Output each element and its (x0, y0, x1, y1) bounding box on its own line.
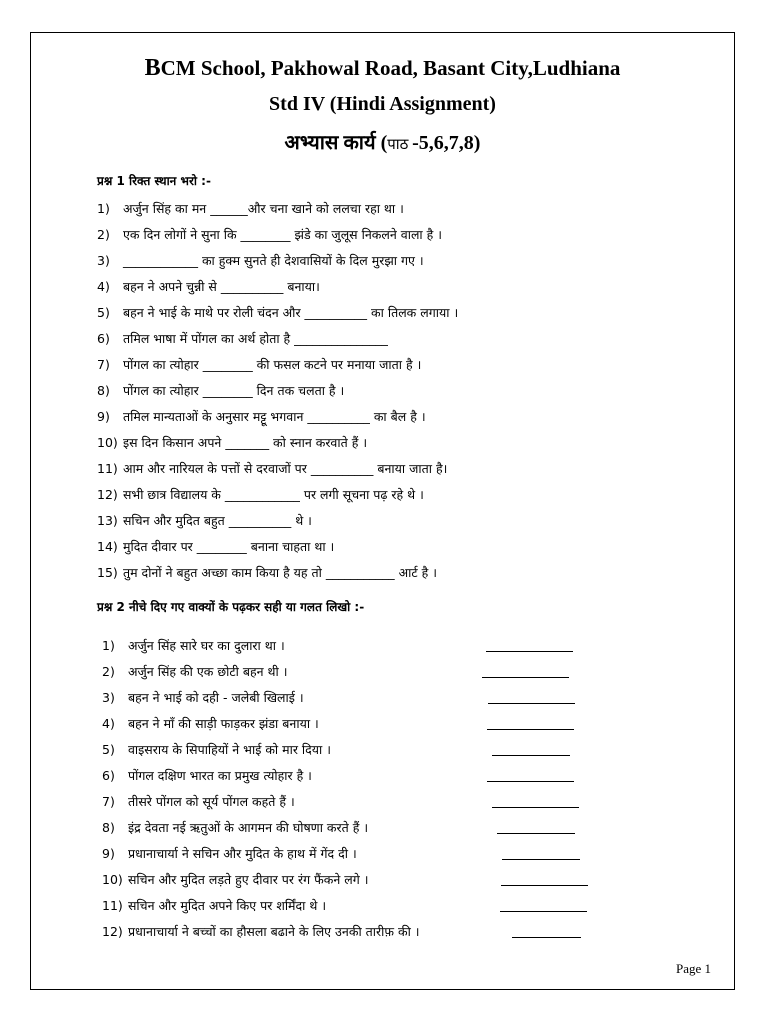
title-lesson-numbers: -5,6,7,8) (412, 132, 481, 154)
class-subject-line: Std IV (Hindi Assignment) (269, 93, 496, 115)
true-false-item (102, 741, 331, 758)
item-text: तमिल भाषा में पोंगल का अर्थ होता है _______________ (122, 331, 388, 346)
item-number: 3) (97, 253, 110, 268)
item-text: सचिन और मुदित लड़ते हुए दीवार पर रंग फैंकने लगे । (127, 872, 369, 887)
item-number: 15) (97, 565, 118, 580)
true-false-item (102, 767, 312, 784)
item-text: इस दिन किसान अपने _______ को स्नान करवाते हैं । (122, 435, 368, 450)
item-number: 10) (97, 435, 118, 450)
item-text: वाइसराय के सिपाहियों ने भाई को मार दिया । (127, 742, 331, 757)
true-false-item (102, 689, 304, 706)
item-number: 5) (102, 742, 115, 757)
item-text: पोंगल का त्योहार ________ दिन तक चलता है । (122, 383, 345, 398)
answer-line (492, 755, 570, 756)
item-number: 9) (97, 409, 110, 424)
item-number: 7) (102, 794, 115, 809)
school-initial: B (144, 55, 161, 81)
item-number: 5) (97, 305, 110, 320)
fill-blank-item (97, 460, 447, 477)
item-number: 9) (102, 846, 115, 861)
fill-blank-item (97, 252, 424, 269)
answer-line (502, 859, 580, 860)
item-number: 2) (97, 227, 110, 242)
question-1-heading: प्रश्न 1 रिक्त स्थान भरो :- (97, 174, 211, 188)
item-number: 13) (97, 513, 118, 528)
item-text: मुदित दीवार पर ________ बनाना चाहता था । (122, 539, 335, 554)
answer-line (487, 729, 574, 730)
item-text: बहन ने भाई को दही - जलेबी खिलाई । (127, 690, 304, 705)
fill-blank-item (97, 564, 437, 581)
answer-line (501, 885, 588, 886)
item-number: 6) (102, 768, 115, 783)
item-number: 8) (97, 383, 110, 398)
item-text: तीसरे पोंगल को सूर्य पोंगल कहते हैं । (127, 794, 295, 809)
title-main: अभ्यास कार्य ( (284, 132, 388, 154)
item-text: अर्जुन सिंह की एक छोटी बहन थी । (127, 664, 288, 679)
page-number: Page 1 (676, 961, 712, 976)
true-false-item (102, 663, 287, 680)
item-text: एक दिन लोगों ने सुना कि ________ झंडे का जुलूस निकलने वाला है । (122, 227, 442, 242)
answer-line (486, 651, 573, 652)
answer-line (487, 781, 574, 782)
answer-line (488, 703, 575, 704)
true-false-item (102, 637, 285, 654)
item-text: पोंगल का त्योहार ________ की फसल कटने पर मनाया जाता है । (122, 357, 422, 372)
item-text: प्रधानाचार्या ने सचिन और मुदित के हाथ में गेंद दी । (127, 846, 357, 861)
true-false-item (102, 819, 368, 836)
item-text: आम और नारियल के पत्तों से दरवाजों पर __________ बनाया जाता है। (122, 461, 448, 476)
item-text: तुम दोनों ने बहुत अच्छा काम किया है यह तो ___________ आर्ट है । (122, 565, 438, 580)
item-number: 4) (97, 279, 110, 294)
fill-blank-item (97, 408, 426, 425)
item-text: अर्जुन सिंह का मन ______और चना खाने को ललचा रहा था । (122, 201, 404, 216)
item-text: बहन ने माँ की साड़ी फाड़कर झंडा बनाया । (127, 716, 319, 731)
item-number: 7) (97, 357, 110, 372)
fill-blank-item (97, 434, 367, 451)
item-number: 11) (97, 461, 118, 476)
item-text: इंद्र देवता नई ऋतुओं के आगमन की घोषणा करते हैं । (127, 820, 369, 835)
item-number: 14) (97, 539, 118, 554)
item-text: अर्जुन सिंह सारे घर का दुलारा था । (127, 638, 285, 653)
true-false-item (102, 871, 368, 888)
item-number: 1) (97, 201, 110, 216)
true-false-item (102, 923, 420, 940)
answer-line (492, 807, 579, 808)
item-text: बहन ने अपने चुन्नी से __________ बनाया। (122, 279, 320, 294)
item-text: प्रधानाचार्या ने बच्चों का हौसला बढाने के लिए उनकी तारीफ़ की । (127, 924, 420, 939)
item-number: 2) (102, 664, 115, 679)
item-text: सचिन और मुदित अपने किए पर शर्मिंदा थे । (127, 898, 327, 913)
item-number: 12) (102, 924, 123, 939)
fill-blank-item (97, 200, 404, 217)
question-2-heading: प्रश्न 2 नीचे दिए गए वाक्यों के पढ़कर सही या गलत लिखो :- (97, 600, 365, 614)
true-false-item (102, 897, 326, 914)
answer-line (512, 937, 581, 938)
true-false-item (102, 845, 357, 862)
fill-blank-item (97, 538, 334, 555)
item-number: 8) (102, 820, 115, 835)
fill-blank-item (97, 226, 442, 243)
fill-blank-item (97, 356, 421, 373)
item-number: 1) (102, 638, 115, 653)
fill-blank-item (97, 512, 312, 529)
assignment-title (30, 128, 735, 155)
item-number: 12) (97, 487, 118, 502)
answer-line (482, 677, 569, 678)
item-text: बहन ने भाई के माथे पर रोली चंदन और __________ का तिलक लगाया । (122, 305, 459, 320)
item-number: 6) (97, 331, 110, 346)
fill-blank-item (97, 486, 424, 503)
answer-line (497, 833, 575, 834)
item-number: 3) (102, 690, 115, 705)
item-text: सभी छात्र विद्यालय के ____________ पर लगी सूचना पढ़ रहे थे । (122, 487, 424, 502)
fill-blank-item (97, 304, 458, 321)
item-number: 10) (102, 872, 123, 887)
fill-blank-item (97, 278, 320, 295)
item-number: 11) (102, 898, 123, 913)
answer-line (500, 911, 587, 912)
fill-blank-item (97, 330, 388, 347)
title-lesson-word: पाठ (387, 137, 413, 153)
true-false-item (102, 715, 319, 732)
item-text: तमिल मान्यताओं के अनुसार मट्टू भगवान __________ का बैल है । (122, 409, 426, 424)
item-text: सचिन और मुदित बहुत __________ थे । (122, 513, 312, 528)
school-name (30, 55, 735, 82)
item-text: पोंगल दक्षिण भारत का प्रमुख त्योहार है । (127, 768, 312, 783)
item-text: ____________ का हुक्म सुनते ही देशवासियों के दिल मुरझा गए । (122, 253, 424, 268)
item-number: 4) (102, 716, 115, 731)
fill-blank-item (97, 382, 344, 399)
true-false-item (102, 793, 295, 810)
school-name-rest: CM School, Pakhowal Road, Basant City,Ludhiana (160, 56, 621, 80)
